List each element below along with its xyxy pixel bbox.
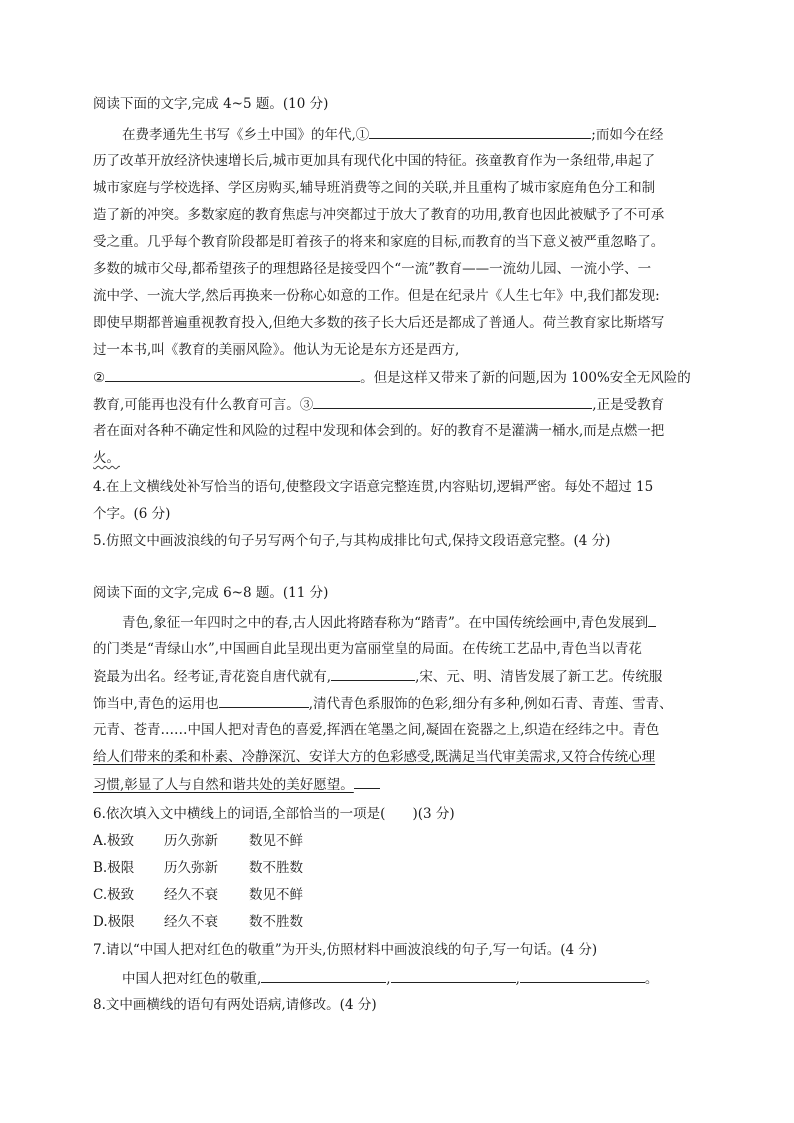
passage1-line: 过一本书,叫《教育的美丽风险》。他认为无论是东方还是西方, [93, 342, 460, 358]
passage2-line [93, 747, 655, 767]
passage2-line [93, 774, 380, 795]
separator: , [386, 971, 391, 987]
passage1-line: 城市家庭与学校选择、学区房购买,辅导班消费等之间的关联,并且重构了城市家庭角色分工和制 [93, 180, 656, 196]
option-letter: D. [93, 914, 108, 930]
answer-blank-2[interactable] [391, 968, 516, 983]
option-word: 极限 [107, 914, 135, 930]
question-4-cont: 个字。(6 分) [93, 506, 171, 522]
option-letter: C. [93, 887, 108, 903]
option-word: 经久不衰 [164, 914, 218, 930]
passage1-line [93, 448, 120, 468]
blank-b[interactable] [331, 666, 415, 681]
passage1-text: ② [93, 370, 106, 386]
blank-3[interactable] [313, 394, 592, 409]
passage2-line: 的门类是“青绿山水”,中国画自此呈现出更为富丽堂皇的局面。在传统工艺品中,青色当以青花 [93, 641, 642, 657]
passage2-text: 青色,象征一年四时之中的春,古人因此将踏春称为“踏青”。在中国传统绘画中,青色发展到 [122, 615, 649, 631]
option-b[interactable] [93, 858, 303, 878]
passage1-line [93, 367, 691, 388]
question-7: 7.请以“中国人把对红色的敬重”为开头,仿照材料中画波浪线的句子,写一句话。(4 分) [93, 942, 598, 958]
passage2-line: 元青、苍青……中国人把对青色的喜爱,挥洒在笔墨之间,凝固在瓷器之上,织造在经纬之中。青色 [93, 722, 660, 738]
option-letter: B. [93, 860, 108, 876]
option-word: 数不胜数 [249, 860, 303, 876]
section2-instruction: 阅读下面的文字,完成 6~8 题。(11 分) [93, 585, 329, 601]
passage1-text: ,正是受教育 [592, 397, 665, 413]
passage1-line: 多数的城市父母,都希望孩子的理想路径是接受四个“一流”教育——一流幼儿园、一流小学、一 [93, 261, 652, 277]
question-4: 4.在上文横线处补写恰当的语句,使整段文字语意完整连贯,内容贴切,逻辑严密。每处不超过 15 [93, 479, 654, 495]
passage1-line: 者在面对各种不确定性和风险的过程中发现和体会到的。好的教育不是灌满一桶水,而是点燃一把 [93, 423, 665, 439]
option-letter: A. [93, 833, 108, 849]
passage2-text: 饰当中,青色的运用也 [93, 696, 219, 712]
underlined-sentence: 给人们带来的柔和朴素、冷静深沉、安详大方的色彩感受,既满足当代审美需求,又符合传统心理 [93, 749, 656, 765]
question-6: 6.依次填入文中横线上的词语,全部恰当的一项是( )(3 分) [93, 806, 455, 822]
blank-a[interactable] [648, 612, 656, 627]
option-d[interactable] [93, 912, 303, 932]
separator: 。 [644, 971, 659, 987]
section1-instruction: 阅读下面的文字,完成 4~5 题。(10 分) [93, 96, 329, 112]
passage2-text: 瓷最为出名。经考证,青花瓷自唐代就有, [93, 669, 332, 685]
separator: , [515, 971, 520, 987]
passage1-text: 在费孝通先生书写《乡土中国》的年代,① [122, 127, 370, 143]
option-word: 历久弥新 [164, 860, 218, 876]
question-7-answer-line [122, 968, 658, 989]
answer-blank-3[interactable] [520, 968, 645, 983]
passage1-text: 教育,可能再也没有什么教育可言。③ [93, 397, 314, 413]
option-word: 经久不衰 [164, 887, 218, 903]
option-c[interactable] [93, 885, 303, 905]
passage2-text: ,宋、元、明、清皆发展了新工艺。传统服 [415, 669, 663, 685]
blank-1[interactable] [369, 124, 591, 139]
answer-blank-1[interactable] [261, 968, 386, 983]
passage1-line: 流中学、一流大学,然后再换来一份称心如意的工作。但是在纪录片《人生七年》中,我们都发现: [93, 288, 660, 304]
answer-prefix: 中国人把对红色的敬重, [122, 971, 262, 987]
passage1-line: 历了改革开放经济快速增长后,城市更加具有现代化中国的特征。孩童教育作为一条纽带,串起了 [93, 153, 656, 169]
option-word: 数见不鲜 [249, 887, 303, 903]
underlined-sentence: 习惯,彰显了人与自然和谐共处的美好愿望。 [93, 777, 354, 793]
passage1-line [122, 124, 663, 145]
wavy-sentence: 火。 [93, 450, 120, 466]
passage2-line [93, 666, 662, 687]
option-word: 极致 [107, 887, 135, 903]
option-word: 极限 [107, 860, 135, 876]
option-word: 历久弥新 [164, 833, 218, 849]
passage1-text: ;而如今在经 [591, 127, 664, 143]
passage1-line: 造了新的冲突。多数家庭的教育焦虑与冲突都过于放大了教育的功用,教育也因此被赋予了不可承 [93, 207, 665, 223]
passage1-line [93, 394, 664, 415]
passage2-line [122, 612, 656, 633]
blank-2[interactable] [105, 367, 360, 382]
passage1-line: 即使早期都普遍重视教育投入,但绝大多数的孩子长大后还是都成了普通人。荷兰教育家比斯塔写 [93, 315, 665, 331]
question-8: 8.文中画横线的语句有两处语病,请修改。(4 分) [93, 997, 377, 1013]
passage2-line [93, 693, 673, 714]
question-5: 5.仿照文中画波浪线的句子另写两个句子,与其构成排比句式,保持文段语意完整。(4 分) [93, 533, 611, 549]
option-word: 数不胜数 [249, 914, 303, 930]
option-word: 极致 [107, 833, 135, 849]
passage1-line: 受之重。几乎每个教育阶段都是盯着孩子的将来和家庭的目标,而教育的当下意义被严重忽略了。 [93, 234, 665, 250]
blank-c[interactable] [219, 693, 309, 708]
passage1-text: 。但是这样又带来了新的问题,因为 100%安全无风险的 [360, 370, 691, 386]
passage2-text: ,清代青色系服饰的色彩,细分有多种,例如石青、青莲、雪青、 [308, 696, 673, 712]
underline-tail [354, 774, 380, 789]
option-word: 数见不鲜 [249, 833, 303, 849]
option-a[interactable] [93, 831, 303, 851]
